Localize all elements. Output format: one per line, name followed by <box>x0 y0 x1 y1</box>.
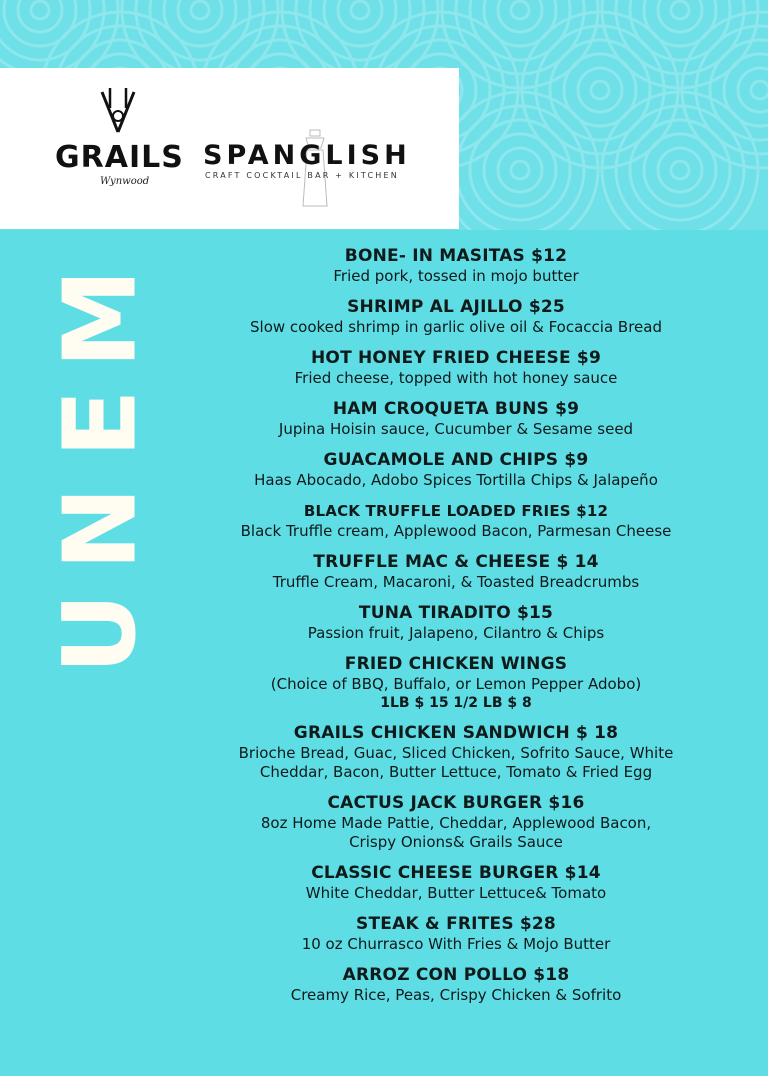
menu-item-description: Black Truffle cream, Applewood Bacon, Parmesan Cheese <box>240 522 672 540</box>
menu-item <box>180 654 732 712</box>
menu-item-description: 10 oz Churrasco With Fries & Mojo Butter <box>301 935 611 953</box>
menu-item <box>180 399 732 439</box>
menu-item-title: BONE- IN MASITAS $12 <box>344 246 568 266</box>
menu-item-title: STEAK & FRITES $28 <box>356 914 556 934</box>
menu-item <box>180 348 732 388</box>
menu-item-title: ARROZ CON POLLO $18 <box>342 965 570 985</box>
menu-title-letter: M <box>41 268 159 369</box>
menu-item-title: FRIED CHICKEN WINGS <box>344 654 568 674</box>
menu-item <box>180 965 732 1005</box>
menu-item <box>180 723 732 782</box>
menu-item <box>180 297 732 337</box>
menu-item-description: Fried pork, tossed in mojo butter <box>333 267 579 285</box>
menu-item <box>180 501 732 541</box>
menu-item <box>180 914 732 954</box>
menu-item-title: TRUFFLE MAC & CHEESE $ 14 <box>313 552 599 572</box>
menu-item <box>180 603 732 643</box>
menu-item-description: (Choice of BBQ, Buffalo, or Lemon Pepper Adobo) <box>270 675 642 693</box>
menu-item-title: TUNA TIRADITO $15 <box>358 603 554 623</box>
menu-item <box>180 863 732 903</box>
menu-item-price-options: 1LB $ 15 1/2 LB $ 8 <box>380 695 532 711</box>
menu-vertical-title <box>41 266 159 686</box>
menu-item-description: Truffle Cream, Macaroni, & Toasted Breadcrumbs <box>272 573 640 591</box>
menu-item-title: GRAILS CHICKEN SANDWICH $ 18 <box>293 723 619 743</box>
menu-title-letter: N <box>41 486 159 571</box>
menu-item-description: Brioche Bread, Guac, Sliced Chicken, Sofrito Sauce, White <box>238 744 674 762</box>
menu-title-letter: E <box>41 389 159 458</box>
spanglish-logo-subtext: CRAFT COCKTAIL BAR + KITCHEN <box>205 171 399 180</box>
menu-item <box>180 793 732 852</box>
menu-item-title: CACTUS JACK BURGER $16 <box>327 793 585 813</box>
menu-item <box>180 246 732 286</box>
menu-item-title: GUACAMOLE AND CHIPS $9 <box>323 450 589 470</box>
menu-item-description: Cheddar, Bacon, Butter Lettuce, Tomato & Fried Egg <box>259 763 653 781</box>
menu-item-description: 8oz Home Made Pattie, Cheddar, Applewood Bacon, <box>260 814 652 832</box>
menu-item-title: HOT HONEY FRIED CHEESE $9 <box>311 348 601 368</box>
menu-item-title: CLASSIC CHEESE BURGER $14 <box>311 863 601 883</box>
menu-item-description: White Cheddar, Butter Lettuce& Tomato <box>305 884 607 902</box>
menu-item-description: Fried cheese, topped with hot honey sauce <box>294 369 618 387</box>
menu-item <box>180 552 732 592</box>
grails-logo-text: GRAILS <box>55 140 184 175</box>
menu-item-list <box>180 246 732 1016</box>
menu-item-title: HAM CROQUETA BUNS $9 <box>332 399 580 419</box>
menu-item-description: Slow cooked shrimp in garlic olive oil & Focaccia Bread <box>250 318 662 336</box>
menu-item-description: Passion fruit, Jalapeno, Cilantro & Chips <box>307 624 605 642</box>
menu-title-letter: U <box>41 592 159 675</box>
menu-item-title: BLACK TRUFFLE LOADED FRIES $12 <box>303 502 609 520</box>
menu-item-description: Jupina Hoisin sauce, Cucumber & Sesame seed <box>278 420 634 438</box>
menu-item-description: Crispy Onions& Grails Sauce <box>349 833 563 851</box>
grails-logo-subtext: Wynwood <box>100 176 150 187</box>
menu-item-title: SHRIMP AL AJILLO $25 <box>347 297 565 317</box>
menu-item <box>180 450 732 490</box>
menu-item-description: Haas Abocado, Adobo Spices Tortilla Chips & Jalapeño <box>254 471 658 489</box>
menu-item-description: Creamy Rice, Peas, Crispy Chicken & Sofrito <box>290 986 622 1004</box>
spanglish-logo-text: SPANGLISH <box>203 140 411 171</box>
grails-logo-icon <box>98 86 138 138</box>
